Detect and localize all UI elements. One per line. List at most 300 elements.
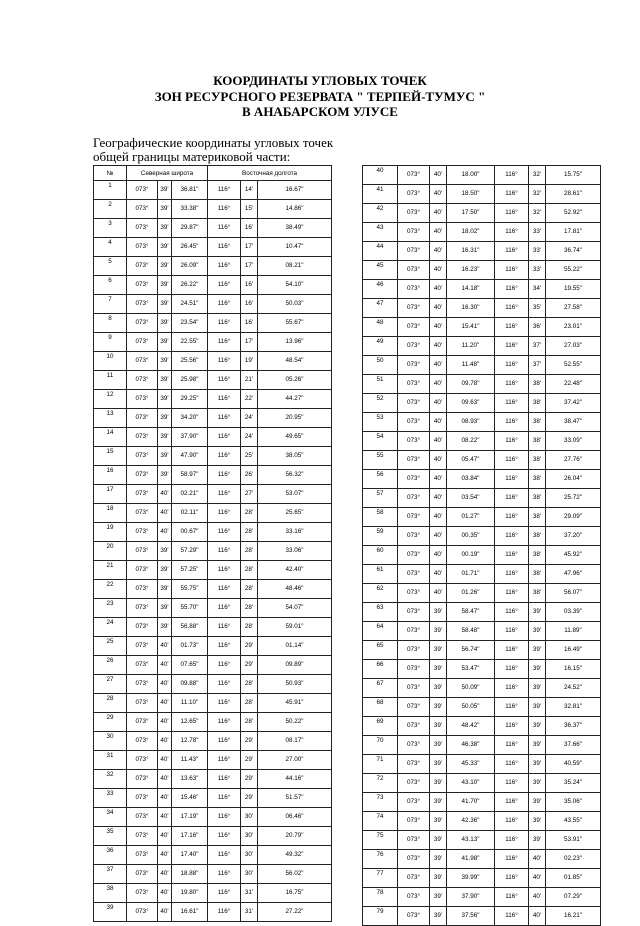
lat-degrees: 073°	[127, 333, 158, 352]
lon-degrees: 116°	[208, 181, 241, 200]
lat-minutes: 40'	[430, 565, 447, 584]
lon-seconds: 09.89"	[258, 656, 332, 675]
lat-degrees: 073°	[398, 641, 430, 660]
lon-degrees: 116°	[495, 603, 529, 622]
lat-degrees: 073°	[127, 827, 158, 846]
lat-minutes: 40'	[158, 903, 172, 922]
lon-minutes: 38'	[529, 565, 546, 584]
lon-degrees: 116°	[208, 561, 241, 580]
lat-minutes: 39'	[158, 390, 172, 409]
lon-minutes: 38'	[529, 489, 546, 508]
lon-minutes: 29'	[241, 789, 258, 808]
point-number: 8	[94, 314, 127, 333]
lat-minutes: 39'	[430, 907, 447, 926]
lon-minutes: 39'	[529, 831, 546, 850]
lat-minutes: 39'	[430, 755, 447, 774]
point-number: 13	[94, 409, 127, 428]
lon-degrees: 116°	[495, 793, 529, 812]
point-number: 72	[363, 774, 398, 793]
point-number: 38	[94, 884, 127, 903]
lon-seconds: 23.01"	[546, 318, 601, 337]
lon-minutes: 38'	[529, 394, 546, 413]
point-number: 4	[94, 238, 127, 257]
table-row	[94, 561, 332, 580]
lat-degrees: 073°	[398, 888, 430, 907]
lon-minutes: 38'	[529, 470, 546, 489]
point-number: 36	[94, 846, 127, 865]
point-number: 6	[94, 276, 127, 295]
lon-degrees: 116°	[495, 736, 529, 755]
lon-seconds: 45.92"	[546, 546, 601, 565]
table-row	[94, 390, 332, 409]
lat-seconds: 42.36"	[447, 812, 495, 831]
lon-minutes: 40'	[529, 869, 546, 888]
lat-minutes: 39'	[158, 257, 172, 276]
lat-minutes: 40'	[430, 261, 447, 280]
lat-degrees: 073°	[398, 394, 430, 413]
lat-degrees: 073°	[127, 656, 158, 675]
lon-degrees: 116°	[495, 888, 529, 907]
lon-seconds: 48.54"	[258, 352, 332, 371]
table-row	[363, 451, 601, 470]
lon-minutes: 36'	[529, 318, 546, 337]
lon-degrees: 116°	[495, 451, 529, 470]
lon-degrees: 116°	[208, 466, 241, 485]
point-number: 73	[363, 793, 398, 812]
lon-minutes: 16'	[241, 295, 258, 314]
lat-degrees: 073°	[127, 428, 158, 447]
lon-seconds: 01.85"	[546, 869, 601, 888]
lat-minutes: 39'	[430, 793, 447, 812]
lon-minutes: 38'	[529, 508, 546, 527]
point-number: 56	[363, 470, 398, 489]
lon-seconds: 16.67"	[258, 181, 332, 200]
lat-degrees: 073°	[127, 352, 158, 371]
lat-minutes: 39'	[158, 447, 172, 466]
lon-seconds: 44.27"	[258, 390, 332, 409]
point-number: 58	[363, 508, 398, 527]
lat-degrees: 073°	[127, 580, 158, 599]
table-row	[94, 694, 332, 713]
lat-seconds: 23.54"	[172, 314, 208, 333]
lat-degrees: 073°	[398, 470, 430, 489]
lat-minutes: 39'	[158, 428, 172, 447]
lon-minutes: 31'	[241, 884, 258, 903]
point-number: 23	[94, 599, 127, 618]
lon-degrees: 116°	[495, 166, 529, 185]
lon-degrees: 116°	[208, 884, 241, 903]
lat-seconds: 58.48"	[447, 622, 495, 641]
table-row	[363, 850, 601, 869]
lat-minutes: 39'	[158, 314, 172, 333]
lon-seconds: 16.15"	[546, 660, 601, 679]
lat-degrees: 073°	[398, 869, 430, 888]
point-number: 54	[363, 432, 398, 451]
table-row	[94, 428, 332, 447]
lat-minutes: 39'	[158, 542, 172, 561]
lat-degrees: 073°	[398, 603, 430, 622]
lon-degrees: 116°	[495, 660, 529, 679]
lon-seconds: 24.52"	[546, 679, 601, 698]
lat-seconds: 25.56"	[172, 352, 208, 371]
lon-minutes: 30'	[241, 865, 258, 884]
lon-minutes: 32'	[529, 166, 546, 185]
point-number: 34	[94, 808, 127, 827]
table-row	[363, 603, 601, 622]
title-line: ЗОН РЕСУРСНОГО РЕЗЕРВАТА " ТЕРПЕЙ-ТУМУС "	[154, 88, 486, 104]
lon-degrees: 116°	[495, 584, 529, 603]
lon-degrees: 116°	[208, 485, 241, 504]
point-number: 70	[363, 736, 398, 755]
lat-degrees: 073°	[398, 432, 430, 451]
lon-minutes: 40'	[529, 907, 546, 926]
title-line: В АНАБАРСКОМ УЛУСЕ	[242, 104, 398, 119]
lon-minutes: 39'	[529, 793, 546, 812]
lat-seconds: 15.46"	[172, 789, 208, 808]
point-number: 77	[363, 869, 398, 888]
lat-degrees: 073°	[398, 622, 430, 641]
lon-minutes: 30'	[241, 846, 258, 865]
lat-seconds: 29.87"	[172, 219, 208, 238]
lat-degrees: 073°	[398, 299, 430, 318]
lat-minutes: 40'	[430, 242, 447, 261]
lon-seconds: 59.01"	[258, 618, 332, 637]
table-row	[363, 508, 601, 527]
lon-minutes: 28'	[241, 618, 258, 637]
lon-degrees: 116°	[495, 679, 529, 698]
lat-minutes: 40'	[430, 356, 447, 375]
lon-seconds: 22.48"	[546, 375, 601, 394]
lat-seconds: 16.31"	[447, 242, 495, 261]
lat-minutes: 40'	[430, 299, 447, 318]
table-row	[94, 865, 332, 884]
lat-degrees: 073°	[127, 770, 158, 789]
table-row	[363, 413, 601, 432]
lon-seconds: 08.17"	[258, 732, 332, 751]
lon-minutes: 28'	[241, 694, 258, 713]
lat-seconds: 26.45"	[172, 238, 208, 257]
table-row	[94, 409, 332, 428]
table-row	[363, 394, 601, 413]
lon-minutes: 29'	[241, 751, 258, 770]
table-row	[94, 675, 332, 694]
lat-seconds: 58.97"	[172, 466, 208, 485]
lat-minutes: 40'	[430, 204, 447, 223]
lat-seconds: 55.70"	[172, 599, 208, 618]
lat-seconds: 18.00"	[447, 166, 495, 185]
lon-seconds: 16.49"	[546, 641, 601, 660]
point-number: 35	[94, 827, 127, 846]
lon-degrees: 116°	[495, 907, 529, 926]
lat-minutes: 40'	[158, 485, 172, 504]
lon-minutes: 38'	[529, 584, 546, 603]
lon-degrees: 116°	[208, 713, 241, 732]
point-number: 41	[363, 185, 398, 204]
lon-degrees: 116°	[208, 618, 241, 637]
lon-degrees: 116°	[495, 261, 529, 280]
lon-minutes: 29'	[241, 732, 258, 751]
lon-degrees: 116°	[495, 318, 529, 337]
lon-minutes: 29'	[241, 656, 258, 675]
lat-seconds: 37.56"	[447, 907, 495, 926]
lon-seconds: 14.86"	[258, 200, 332, 219]
lat-degrees: 073°	[398, 280, 430, 299]
lat-minutes: 40'	[430, 337, 447, 356]
lon-degrees: 116°	[495, 812, 529, 831]
lon-minutes: 39'	[529, 622, 546, 641]
point-number: 11	[94, 371, 127, 390]
point-number: 9	[94, 333, 127, 352]
lon-seconds: 36.74"	[546, 242, 601, 261]
lon-seconds: 54.10"	[258, 276, 332, 295]
lat-seconds: 01.71"	[447, 565, 495, 584]
table-row	[363, 755, 601, 774]
table-row	[363, 527, 601, 546]
lon-degrees: 116°	[495, 337, 529, 356]
lon-minutes: 39'	[529, 698, 546, 717]
lat-minutes: 40'	[158, 827, 172, 846]
point-number: 30	[94, 732, 127, 751]
lon-degrees: 116°	[495, 831, 529, 850]
lat-seconds: 15.41"	[447, 318, 495, 337]
coordinates-table-left	[93, 165, 332, 922]
lon-seconds: 50.22"	[258, 713, 332, 732]
lon-minutes: 17'	[241, 238, 258, 257]
lat-degrees: 073°	[398, 660, 430, 679]
lon-minutes: 28'	[241, 713, 258, 732]
lon-minutes: 40'	[529, 888, 546, 907]
lon-seconds: 25.65"	[258, 504, 332, 523]
lat-minutes: 40'	[430, 413, 447, 432]
lon-degrees: 116°	[495, 223, 529, 242]
lat-degrees: 073°	[398, 375, 430, 394]
lat-degrees: 073°	[398, 508, 430, 527]
lat-seconds: 29.25"	[172, 390, 208, 409]
point-number: 43	[363, 223, 398, 242]
lat-seconds: 17.19"	[172, 808, 208, 827]
lon-seconds: 06.46"	[258, 808, 332, 827]
table-row	[94, 333, 332, 352]
lon-degrees: 116°	[495, 869, 529, 888]
point-number: 53	[363, 413, 398, 432]
lat-minutes: 39'	[430, 888, 447, 907]
lon-degrees: 116°	[208, 390, 241, 409]
header-number: №	[94, 166, 127, 181]
lat-minutes: 40'	[430, 508, 447, 527]
lon-minutes: 39'	[529, 717, 546, 736]
lat-degrees: 073°	[127, 295, 158, 314]
table-row	[94, 827, 332, 846]
point-number: 61	[363, 565, 398, 584]
lon-degrees: 116°	[495, 280, 529, 299]
point-number: 64	[363, 622, 398, 641]
lon-seconds: 45.91"	[258, 694, 332, 713]
lon-degrees: 116°	[208, 808, 241, 827]
lon-degrees: 116°	[495, 242, 529, 261]
lon-degrees: 116°	[208, 504, 241, 523]
lon-minutes: 37'	[529, 356, 546, 375]
lon-seconds: 44.16"	[258, 770, 332, 789]
table-row	[94, 447, 332, 466]
lat-degrees: 073°	[127, 637, 158, 656]
point-number: 75	[363, 831, 398, 850]
point-number: 10	[94, 352, 127, 371]
table-row	[94, 732, 332, 751]
table-row	[94, 314, 332, 333]
lat-minutes: 39'	[430, 717, 447, 736]
lon-seconds: 49.65"	[258, 428, 332, 447]
point-number: 28	[94, 694, 127, 713]
point-number: 21	[94, 561, 127, 580]
point-number: 33	[94, 789, 127, 808]
lon-minutes: 38'	[529, 413, 546, 432]
lat-minutes: 40'	[158, 637, 172, 656]
lat-minutes: 40'	[430, 527, 447, 546]
lon-seconds: 10.47"	[258, 238, 332, 257]
lon-seconds: 37.42"	[546, 394, 601, 413]
lat-minutes: 40'	[430, 470, 447, 489]
lon-seconds: 40.59"	[546, 755, 601, 774]
table-row	[94, 599, 332, 618]
lon-degrees: 116°	[495, 755, 529, 774]
lon-degrees: 116°	[208, 770, 241, 789]
lat-seconds: 34.20"	[172, 409, 208, 428]
table-row	[363, 869, 601, 888]
lat-degrees: 073°	[398, 755, 430, 774]
table-row	[363, 470, 601, 489]
lat-seconds: 37.90"	[172, 428, 208, 447]
lat-degrees: 073°	[127, 314, 158, 333]
lon-seconds: 08.21"	[258, 257, 332, 276]
table-row	[363, 299, 601, 318]
lat-minutes: 40'	[430, 280, 447, 299]
lon-seconds: 33.06"	[258, 542, 332, 561]
lon-seconds: 52.92"	[546, 204, 601, 223]
lat-degrees: 073°	[398, 166, 430, 185]
lon-degrees: 116°	[495, 622, 529, 641]
lon-degrees: 116°	[208, 675, 241, 694]
lat-seconds: 11.48"	[447, 356, 495, 375]
lat-seconds: 41.98"	[447, 850, 495, 869]
lat-degrees: 073°	[127, 447, 158, 466]
lon-degrees: 116°	[208, 295, 241, 314]
lat-seconds: 56.74"	[447, 641, 495, 660]
lon-seconds: 33.16"	[258, 523, 332, 542]
table-row	[363, 166, 601, 185]
lat-seconds: 37.90"	[447, 888, 495, 907]
lat-seconds: 57.29"	[172, 542, 208, 561]
lon-seconds: 55.67"	[258, 314, 332, 333]
lat-degrees: 073°	[127, 238, 158, 257]
lon-minutes: 25'	[241, 447, 258, 466]
lon-seconds: 15.75"	[546, 166, 601, 185]
lon-seconds: 07.29"	[546, 888, 601, 907]
lat-seconds: 43.13"	[447, 831, 495, 850]
table-row	[94, 276, 332, 295]
lon-seconds: 49.32"	[258, 846, 332, 865]
lon-minutes: 38'	[529, 451, 546, 470]
point-number: 26	[94, 656, 127, 675]
lat-minutes: 39'	[430, 622, 447, 641]
lat-minutes: 40'	[158, 504, 172, 523]
lat-degrees: 073°	[127, 808, 158, 827]
table-row	[363, 375, 601, 394]
lon-seconds: 01.14"	[258, 637, 332, 656]
point-number: 66	[363, 660, 398, 679]
lat-minutes: 40'	[430, 318, 447, 337]
point-number: 51	[363, 375, 398, 394]
lon-minutes: 28'	[241, 580, 258, 599]
lat-minutes: 39'	[430, 850, 447, 869]
point-number: 47	[363, 299, 398, 318]
lon-minutes: 17'	[241, 333, 258, 352]
lon-minutes: 34'	[529, 280, 546, 299]
lon-degrees: 116°	[208, 276, 241, 295]
lat-degrees: 073°	[127, 751, 158, 770]
lon-degrees: 116°	[208, 637, 241, 656]
lon-degrees: 116°	[495, 185, 529, 204]
lon-seconds: 16.21"	[546, 907, 601, 926]
lon-degrees: 116°	[495, 489, 529, 508]
lat-degrees: 073°	[127, 219, 158, 238]
lat-degrees: 073°	[398, 318, 430, 337]
table-row	[363, 489, 601, 508]
point-number: 2	[94, 200, 127, 219]
lon-minutes: 16'	[241, 314, 258, 333]
point-number: 74	[363, 812, 398, 831]
lat-degrees: 073°	[398, 204, 430, 223]
lat-seconds: 46.38"	[447, 736, 495, 755]
lat-degrees: 073°	[127, 846, 158, 865]
lat-seconds: 53.47"	[447, 660, 495, 679]
lat-degrees: 073°	[398, 413, 430, 432]
lat-degrees: 073°	[398, 527, 430, 546]
lon-minutes: 32'	[529, 185, 546, 204]
lat-minutes: 39'	[430, 698, 447, 717]
table-row	[94, 846, 332, 865]
lon-degrees: 116°	[208, 200, 241, 219]
lat-minutes: 39'	[158, 599, 172, 618]
lat-minutes: 40'	[158, 751, 172, 770]
table-row	[94, 466, 332, 485]
lat-degrees: 073°	[127, 504, 158, 523]
lon-minutes: 38'	[529, 527, 546, 546]
lon-minutes: 39'	[529, 774, 546, 793]
lat-seconds: 14.18"	[447, 280, 495, 299]
point-number: 20	[94, 542, 127, 561]
lon-minutes: 33'	[529, 261, 546, 280]
lat-minutes: 40'	[430, 185, 447, 204]
lon-degrees: 116°	[495, 527, 529, 546]
lat-minutes: 40'	[158, 846, 172, 865]
lon-minutes: 32'	[529, 204, 546, 223]
lon-degrees: 116°	[495, 375, 529, 394]
lat-degrees: 073°	[127, 599, 158, 618]
point-number: 1	[94, 181, 127, 200]
table-row	[94, 713, 332, 732]
lat-minutes: 40'	[158, 732, 172, 751]
lat-degrees: 073°	[127, 675, 158, 694]
lat-minutes: 40'	[430, 546, 447, 565]
coordinates-table-right	[362, 165, 601, 926]
lat-degrees: 073°	[127, 390, 158, 409]
lat-seconds: 18.02"	[447, 223, 495, 242]
point-number: 19	[94, 523, 127, 542]
lat-degrees: 073°	[398, 584, 430, 603]
lat-degrees: 073°	[398, 489, 430, 508]
lat-minutes: 40'	[158, 694, 172, 713]
lat-minutes: 40'	[158, 713, 172, 732]
